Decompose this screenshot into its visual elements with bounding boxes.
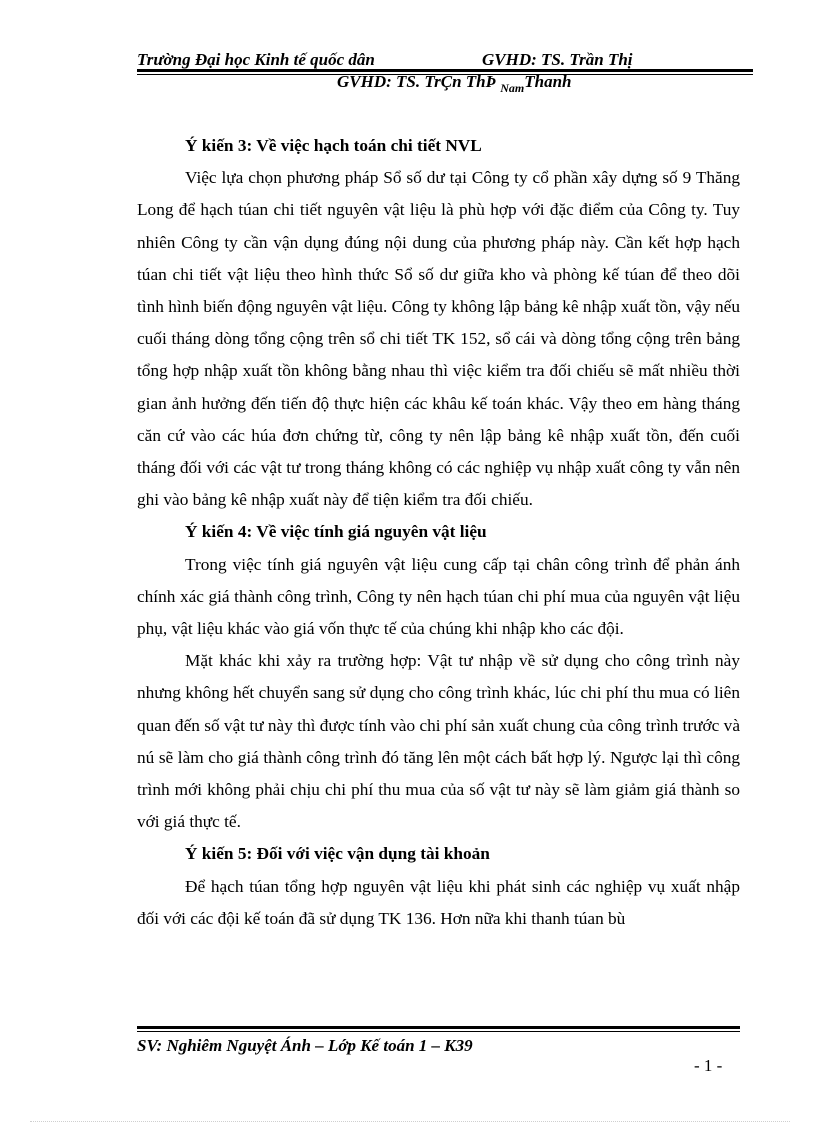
header-advisor-line2-main: GVHD: TS. TrÇn ThÞ xyxy=(337,72,501,91)
paragraph: Trong việc tính giá nguyên vật liệu cung cấp tại chân công trình để phản ánh chính xác giá thành công trình, Công ty nên hạch túan chi phí mua của nguyên vật liệu phụ, vật liệu khác vào giá vốn thực tế của chúng khi nhập kho các đội. xyxy=(137,554,740,639)
document-body xyxy=(137,130,740,935)
header-advisor-line2-sub: Nam xyxy=(500,81,525,95)
section-heading: Ý kiến 5: Đối với việc vận dụng tài khoản xyxy=(185,844,490,864)
section-heading: Ý kiến 4: Về việc tính giá nguyên vật liệu xyxy=(185,522,487,542)
page-number: - 1 - xyxy=(694,1056,723,1075)
footer-rule-thin xyxy=(137,1031,740,1032)
section-heading: Ý kiến 3: Về việc hạch toán chi tiết NVL xyxy=(185,136,482,155)
paragraph: Việc lựa chọn phương pháp Sổ số dư tại Công ty cổ phần xây dựng số 9 Thăng Long để hạch túan chi tiết nguyên vật liệu là phù hợp với đặc điểm của Công ty. Tuy nhiên Công ty cần vận dụng đúng nội dung của phương pháp này. Cần kết hợp hạch túan chi tiết vật liệu theo hình thức Sổ số dư giữa kho và phòng kế túan để theo dõi tình hình biến động nguyên vật liệu. Công ty không lập bảng kê nhập xuất tồn, vậy nếu cuối tháng dòng tổng cộng trên sổ chi tiết TK 152, sổ cái và dòng tổng cộng trên bảng tổng hợp nhập xuất tồn không bằng nhau thì việc kiểm tra đối chiếu sẽ mất nhiều thời gian ảnh hưởng đến tiến độ thực hiện các khâu kế toán khác. Vậy theo em hàng tháng căn cứ vào các húa đơn chứng từ, công ty nên lập bảng kê nhập xuất tồn, đến cuối tháng đối với các vật tư trong tháng không có các nghiệp vụ nhập xuất công ty vẫn nên ghi vào bảng kê nhập xuất này để tiện kiểm tra đối chiếu. xyxy=(137,168,740,510)
header-advisor-line2-tail: Thanh xyxy=(524,72,572,91)
header-advisor-line2 xyxy=(337,72,572,95)
paragraph: Để hạch túan tổng hợp nguyên vật liệu khi phát sinh các nghiệp vụ xuất nhập đối với các đội kế toán đã sử dụng TK 136. Hơn nữa khi thanh túan bù xyxy=(137,876,740,928)
paragraph: Mặt khác khi xảy ra trường hợp: Vật tư nhập về sử dụng cho công trình này nhưng không hết chuyển sang sử dụng cho công trình khác, lúc chi phí thu mua có liên quan đến số vật tư này thì được tính vào chi phí sản xuất chung của công trình trước và nú sẽ làm cho giá thành công trình đó tăng lên một cách bất hợp lý. Ngược lại thì công trình mới không phải chịu chi phí thu mua của số vật tư này sẽ làm giảm giá thành so với giá thực tế. xyxy=(137,651,740,832)
page-header xyxy=(137,48,753,98)
footer-student: SV: Nghiêm Nguyệt Ánh – Lớp Kế toán 1 – K39 xyxy=(137,1036,473,1055)
footer-rule xyxy=(137,1026,740,1029)
header-advisor: GVHD: TS. Trần Thị xyxy=(482,50,633,69)
header-school: Trường Đại học Kinh tế quốc dân xyxy=(137,50,375,69)
page-edge-divider xyxy=(30,1121,790,1122)
